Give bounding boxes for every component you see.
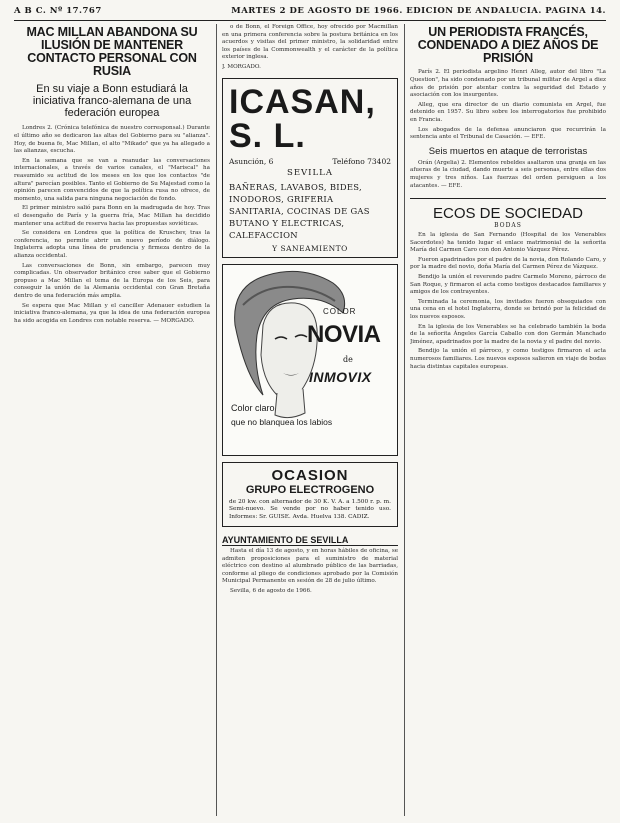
article-paragraph: Se considera en Londres que la política de Kruschev, tras la conferencia, no permite abrir un nuevo período de diálogo. Inglaterra adopta una línea de prudencia y firmeza dentro de la alianza occidental.	[14, 230, 210, 259]
article-paragraph: Las conversaciones de Bonn, sin embargo, parecen muy complicadas. Un observador británico cree saber que el Gobierno propuso a Mac Millan el tema de la Europa de los Seis, para conseguir la unión de la Alemania occidental con Gran Bretaña dentro de una federación más amplia.	[14, 262, 210, 299]
article-paragraph: En la iglesia de los Venerables se ha celebrado también la boda de la señorita Ángeles García Caballo con don Germán Manchado Jiménez, apadrinados por la madre de la novia y el padre del novio.	[410, 323, 606, 345]
column-1	[14, 24, 210, 816]
header-issue: A B C. Nº 17.767	[14, 6, 102, 16]
article-paragraph: El primer ministro salió para Bonn en la madrugada de hoy. Tras el desengaño de París y la guerra fría, Mac Millan ha decidido mantener una actitud de reserva hacia las propuestas soviéticas.	[14, 205, 210, 227]
article-paragraph: París 2. El periodista argelino Henri Alleg, autor del libro "La Question", ha sido condenado por un tribunal militar de Argel a diez años de prisión por atentar contra la seguridad del Estado y asociación con los insurgentes.	[410, 69, 606, 99]
article-paragraph: En la iglesia de San Fernando (Hospital de los Venerables Sacerdotes) ha tenido lugar el enlace matrimonial de la señorita María del Carmen Caro con don Antonio Vázquez Pérez.	[410, 232, 606, 254]
icasan-name: ICASAN, S. L.	[229, 82, 376, 155]
ecos-bodas-subtitle: BODAS	[494, 222, 522, 230]
ocasion-subtitle: GRUPO ELECTROGENO	[245, 483, 375, 496]
ad-novia-label: NOVIA	[307, 320, 381, 348]
article-paragraph: Bendijo la unión el párroco, y como testigos firmaron el acta numerosos familiares. Los nuevos esposos salieron en viaje de bodas hacia distintas capitales europeas.	[410, 348, 606, 370]
notice-date: Sevilla, 6 de agosto de 1966.	[230, 587, 312, 594]
seis-muertos-article	[410, 160, 606, 190]
column-rule-2	[404, 24, 405, 816]
ayuntamiento-notice	[222, 548, 398, 596]
icasan-footer: Y SANEAMIENTO	[272, 243, 348, 253]
article-signature: J. MORGADO.	[222, 63, 261, 70]
article-paragraph: Fueron apadrinados por el padre de la novia, don Rolando Caro, y por la madre del novio, doña María del Carmen Pérez de Vázquez.	[410, 256, 606, 271]
icasan-phone: Teléfono 73402	[332, 156, 391, 166]
article-paragraph: Londres 2. (Crónica telefónica de nuestro corresponsal.) Durante el último año se dedicaron las altas del Gobierno para su "alianza". Hoy, de buena fe, Mac Millan, el alto "Mikado" que ya ha allegado a las alianzas, escucha.	[14, 125, 210, 155]
article-paragraph: Bendijo la unión el reverendo padre Carmelo Moreno, párroco de San Roque, y firmaron el acta como testigos destacados familiares y amigos de los contrayentes.	[410, 274, 606, 296]
article-paragraph: Los abogados de la defensa anunciaron que recurrirán la sentencia ante el Tribunal de Casación. — EFE.	[410, 126, 606, 141]
article-paragraph: o de Bonn, el Foreign Office, hoy ofrecido por Macmillan en una primera conferencia sobre la postura británica en los acuerdos y visitas del primer ministro, la solidaridad entre los países de la Commonwealth y el carácter de la política exterior inglesa.	[222, 24, 398, 61]
ecos-de-sociedad-title: ECOS DE SOCIEDAD	[410, 198, 606, 222]
ad-tagline-2: que no blanquea los labios	[231, 416, 333, 427]
column-rule-1	[216, 24, 217, 816]
ad-de-label: de	[343, 354, 353, 364]
article-paragraph: Alleg, que era director de un diario comunista en Argel, fue detenido en 1957. Su libro sobre los interrogatorios fue prohibido en Francia.	[410, 101, 606, 123]
article-paragraph: Terminada la ceremonia, los invitados fueron obsequiados con una cena en el hotel Inglaterra, donde se brindó por la felicidad de los nuevos esposos.	[410, 298, 606, 321]
icasan-city: SEVILLA	[287, 167, 333, 178]
article-paragraph: En la semana que se van a reanudar las conversaciones internacionales, a través de varios canales, el "Mariscal" ha reasumido su actitud de los meses en los que los contactos "de altura" parecían posibles. Tanto el Gobierno de Su Majestad como la opinión parecen convencidos de que la política rusa no ofrece, de momento, una salida para ninguna negociación de fondo.	[14, 157, 210, 202]
column-3	[410, 24, 606, 816]
icasan-address: Asunción, 6	[229, 156, 274, 166]
ad-tagline-1: Color claro	[231, 402, 275, 413]
column-2	[222, 24, 398, 816]
inmovix-advertisement	[222, 264, 398, 456]
notice-paragraph: Hasta el día 13 de agosto, y en horas hábiles de oficina, se admiten proposiciones para el suministro de material eléctrico con destino al alumbrado público de las barriadas, conforme al pliego de condiciones aprobado por la Comisión Municipal Permanente en sesión de 28 de julio último.	[222, 547, 398, 585]
seis-muertos-headline: Seis muertos en ataque de terroristas	[428, 145, 588, 157]
ad-color-label: COLOR	[323, 306, 357, 316]
icasan-contact	[229, 157, 391, 166]
periodista-article	[410, 69, 606, 141]
ecos-article	[410, 232, 606, 371]
header-date-edition: MARTES 2 DE AGOSTO DE 1966. EDICION DE ANDALUCIA. PAGINA 14.	[231, 6, 606, 16]
macmillan-subheadline: En su viaje a Bonn estudiará la iniciativa franco-alemana de una federación europea	[32, 82, 192, 120]
macmillan-headline: MAC MILLAN ABANDONA SU ILUSIÓN DE MANTENER CONTACTO PERSONAL CON RUSIA	[26, 25, 198, 79]
icasan-advertisement	[222, 78, 398, 258]
article-paragraph: Se espera que Mac Millan y el canciller Adenauer estudien la iniciativa franco-alemana, ya que la idea de una federación europea ha sido acogida en Londres con notable reserva. — MORGADO.	[14, 302, 210, 324]
neck-shape	[275, 389, 305, 418]
macmillan-article	[14, 125, 210, 325]
periodista-headline: UN PERIODISTA FRANCÉS, CONDENADO A DIEZ AÑOS DE PRISIÓN	[417, 25, 599, 66]
ayuntamiento-title: AYUNTAMIENTO DE SEVILLA	[222, 535, 398, 546]
icasan-products: BAÑERAS, LAVABOS, BIDES, INODOROS, GRIFERIA SANITARIA, COCINAS DE GAS BUTANO Y ELECTRICAS, CALEFACCION	[229, 181, 370, 241]
ocasion-body: de 20 kw. con alternador de 30 K. V. A. a 1.500 r. p. m. Semi-nuevo. Se vende por no haber tenido uso. Informes: Sr. GUISE. Avda. Huelva 138. CADIZ.	[229, 498, 391, 521]
article-paragraph: Orán (Argelia) 2. Elementos rebeldes asaltaron una granja en las afueras de la ciudad, dando muerte a seis personas, entre ellas dos mujeres y tres niños. Las fuerzas del orden persiguen a los atacantes. — EFE.	[410, 159, 606, 189]
ocasion-title: OCASION	[271, 466, 349, 484]
ocasion-advertisement	[222, 462, 398, 527]
ad-brand-label: INMOVIX	[309, 368, 372, 385]
continued-article	[222, 24, 398, 72]
page-header	[14, 6, 606, 21]
